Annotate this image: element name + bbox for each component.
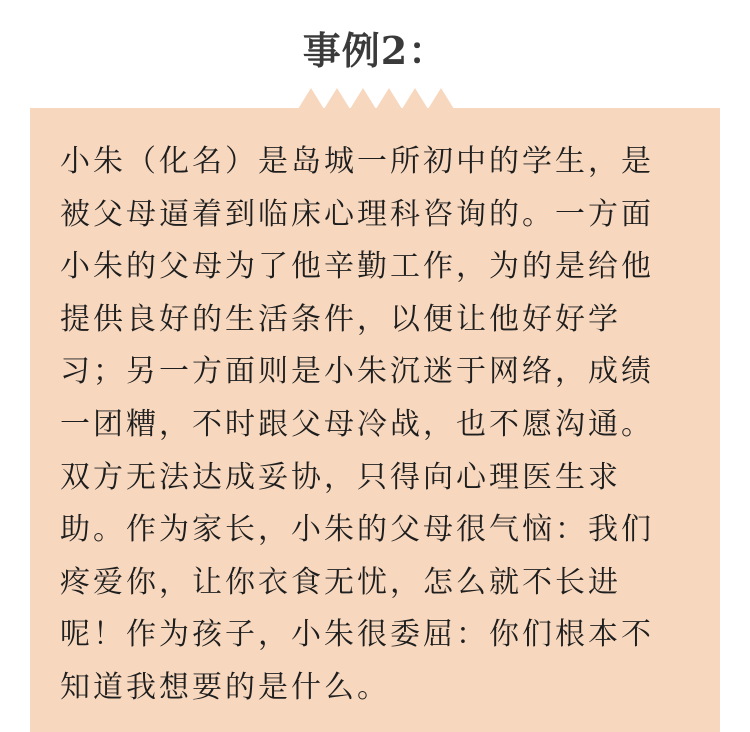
zigzag-edge-decoration [30,85,720,109]
story-card [30,85,720,732]
story-line: 提供良好的生活条件，以便让他好好学 [60,301,621,337]
story-line: 双方无法达成妥协，只得向心理医生求 [60,459,621,495]
story-line: 小朱的父母为了他辛勤工作，为的是给他 [60,249,654,285]
story-line: 小朱（化名）是岛城一所初中的学生，是 [60,144,654,179]
story-line: 习；另一方面则是小朱沉迷于网络，成绩 [60,354,654,390]
story-line: 知道我想要的是什么。 [60,669,390,705]
story-line: 被父母逼着到临床心理科咨询的。一方面 [60,196,654,232]
story-line: 疼爱你，让你衣食无忧，怎么就不长进 [60,564,621,600]
story-line: 呢！作为孩子，小朱很委屈：你们根本不 [60,617,654,653]
story-line: 助。作为家长，小朱的父母很气恼：我们 [60,512,654,548]
story-text [60,136,700,715]
page-title: 事例2： [302,28,448,73]
story-line: 一团糟，不时跟父母冷战，也不愿沟通。 [60,406,654,442]
story-card-body [30,108,720,732]
